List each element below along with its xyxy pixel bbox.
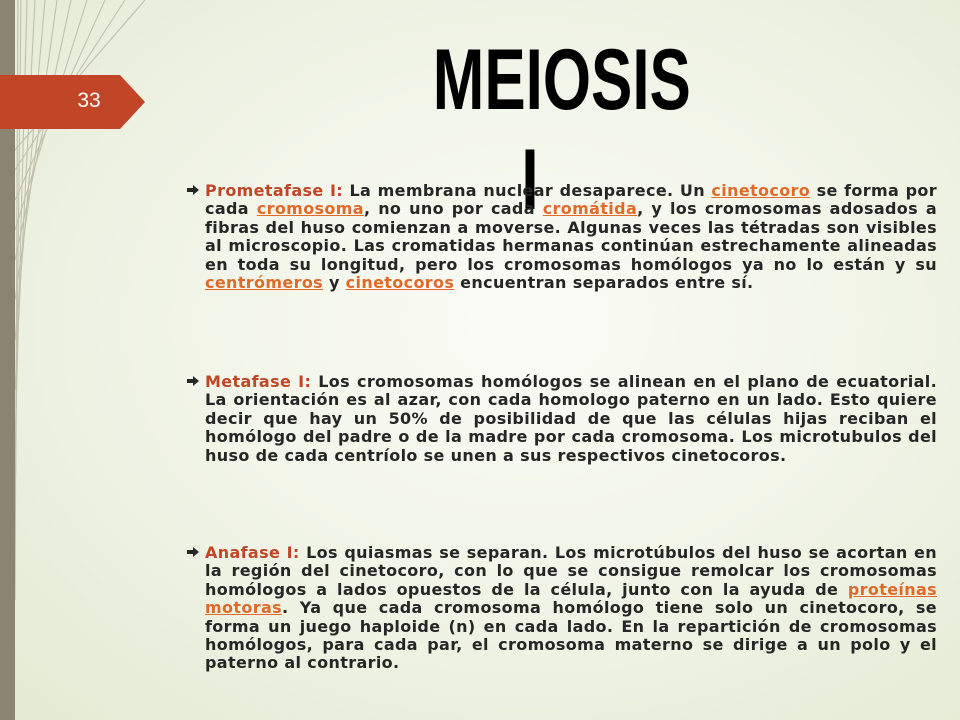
link-proteinas-motoras[interactable]: proteínas motoras — [205, 579, 937, 618]
slide-title: MEIOSIS I — [432, 32, 691, 228]
bullet-text: Los quiasmas se separan. Los microtúbulos del huso se acortan en la región del cinetocoro, con lo que se consigue remolcar los cromosomas homólogos a lados opuestos de la célula, junto con la ayuda de — [205, 543, 937, 599]
link-centromeros[interactable]: centrómeros — [205, 273, 324, 293]
link-cromatida[interactable]: cromátida — [542, 199, 638, 219]
bullet-text: y — [323, 273, 346, 293]
link-cromosoma[interactable]: cromosoma — [256, 199, 364, 219]
bullet-text: Los cromosomas homólogos se alinean en el plano de ecuatorial. La orientación es al azar, con cada homologo paterno en un lado. Esto quiere decir que hay un 50% de posibilidad de que las células hijas reciban el homólogo del padre o de la madre por cada cromosoma. Los microtubulos del huso de cada centríolo se unen a sus respectivos cinetocoros. — [205, 372, 938, 465]
bullet-text: , no uno por cada — [363, 199, 543, 219]
bullet-text: , y los cromosomas adosados a fibras del huso comienzan a moverse. Algunas veces las tétradas son visibles al microscopio. Las cromatidas hermanas continúan estrechamente alineadas en toda su longitud, pero los cromosomas homólogos ya no lo están y su — [205, 199, 937, 274]
bullet-text: . Ya que cada cromosoma homólogo tiene solo un cinetocoro, se forma un juego haploide (n) en cada lado. En la repartición de cromosomas homólogos, para cada par, el cromosoma materno se dirige a un polo y el paterno al contrario. — [205, 598, 937, 673]
term-prometafase: Prometafase I: — [205, 181, 344, 200]
term-anafase: Anafase I: — [205, 543, 300, 562]
bullet-text: La membrana nuclear desaparece. Un — [343, 181, 712, 200]
slide-number: 33 — [77, 89, 101, 112]
arrow-bullet-icon — [187, 185, 199, 195]
arrow-bullet-icon — [187, 376, 199, 386]
link-cinetocoro[interactable]: cinetocoro — [711, 181, 811, 200]
link-cinetocoros[interactable]: cinetocoros — [345, 273, 455, 293]
arrow-bullet-icon — [187, 547, 199, 557]
bullet-prometafase — [205, 182, 937, 292]
bullet-metafase — [205, 373, 937, 465]
bullet-anafase — [205, 544, 937, 673]
term-metafase: Metafase I: — [205, 372, 312, 391]
bullet-text: se forma por cada — [205, 181, 937, 219]
bullet-text: encuentran separados entre sí. — [454, 273, 754, 293]
